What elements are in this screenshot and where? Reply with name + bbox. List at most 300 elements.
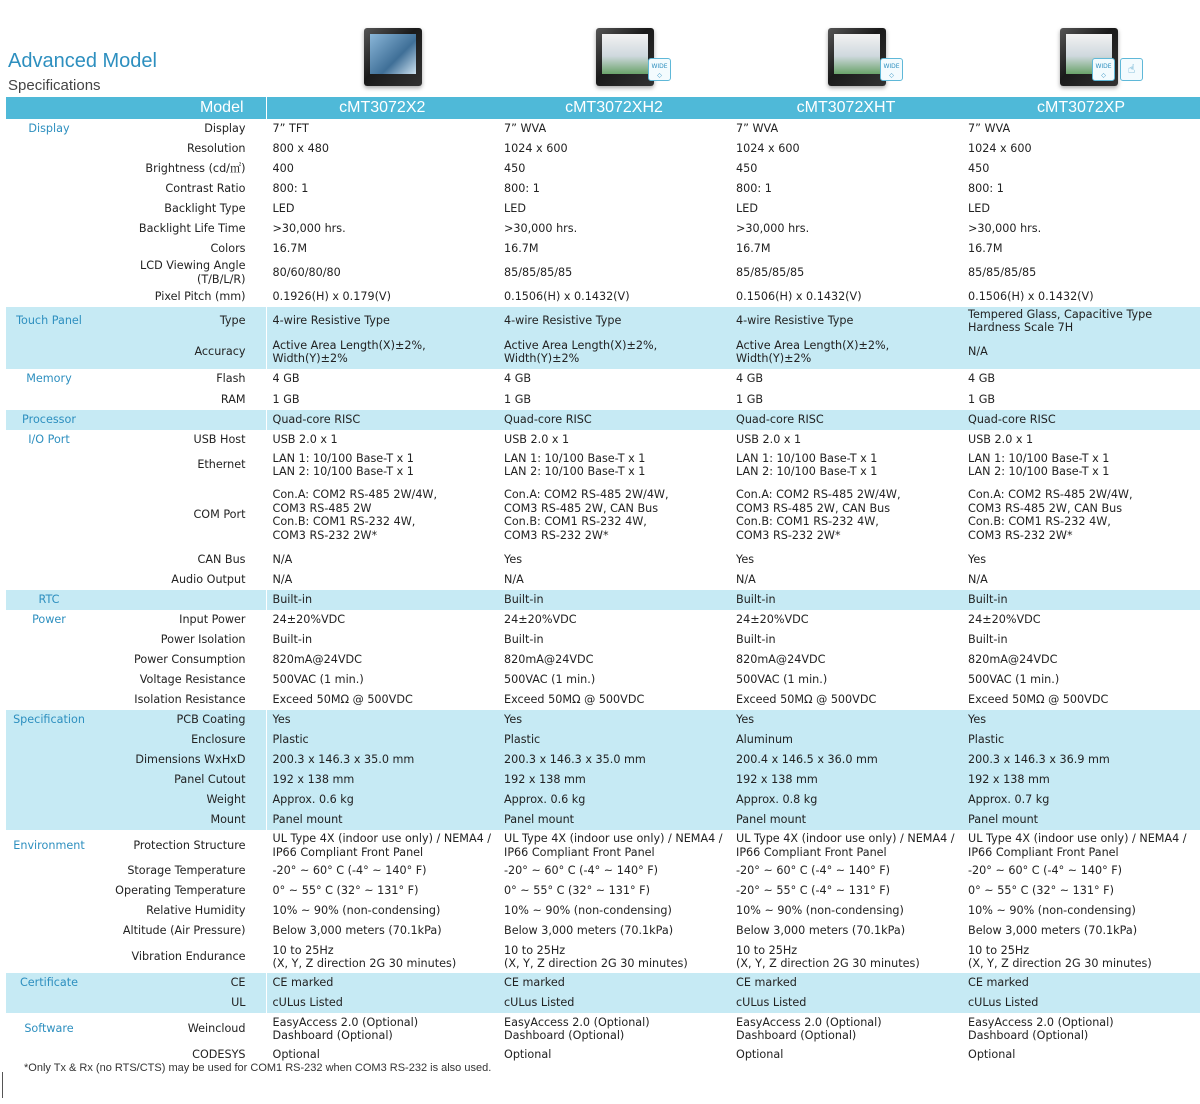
spec-value: Approx. 0.6 kg [498,790,730,810]
wide-badge-icon: WIDE ◇ [648,58,671,81]
spec-category: I/O Port [28,433,70,447]
spec-value: Exceed 50MΩ @ 500VDC [968,693,1109,707]
table-row [6,239,1200,259]
spec-value: Approx. 0.8 kg [730,790,962,810]
spec-value: 0.1506(H) x 0.1432(V) [504,289,630,303]
product-header: cMT3072XH2 [498,97,730,119]
spec-category [6,179,92,199]
spec-value: 1 GB [968,392,996,406]
spec-value: N/A [736,573,756,587]
spec-value: Built-in [962,590,1200,610]
page-subtitle: Specifications [8,77,101,94]
spec-label: USB Host [193,433,246,447]
spec-value: 192 x 138 mm [498,770,730,790]
spec-value: 192 x 138 mm [730,770,962,790]
spec-label: Enclosure [92,730,266,750]
spec-category [6,670,92,690]
spec-category: Display [28,122,70,136]
spec-label: PCB Coating [92,710,266,730]
spec-value: Plastic [498,730,730,750]
spec-value: Panel mount [266,810,498,830]
spec-value: N/A [266,570,498,590]
table-row [6,993,1200,1013]
spec-category [6,861,92,881]
spec-category [6,770,92,790]
spec-value: 200.3 x 146.3 x 35.0 mm [266,750,498,770]
spec-value: Plastic [962,730,1200,750]
spec-value: Con.A: COM2 RS-485 2W/4W, COM3 RS-485 2W, CAN Bus Con.B: COM1 RS-232 4W, COM3 RS-232 2W* [736,488,901,542]
spec-category: Environment [13,838,85,852]
spec-category [6,790,92,810]
spec-value: 85/85/85/85 [504,265,573,279]
product-image-2 [500,22,732,92]
spec-category [6,810,92,830]
spec-value: UL Type 4X (indoor use only) / NEMA4 / IP66 Compliant Front Panel [968,832,1187,859]
spec-value: 192 x 138 mm [266,770,498,790]
spec-value: LED [736,202,758,216]
spec-value: N/A [962,335,1200,369]
spec-value: N/A [968,573,988,587]
spec-value: 16.7M [266,239,498,259]
spec-value: 800: 1 [266,179,498,199]
spec-value: 7” TFT [266,119,498,139]
spec-value: 4 GB [736,372,764,386]
spec-category: Specification [6,710,92,730]
table-row [6,550,1200,570]
spec-category: Power [32,613,66,627]
spec-value: 80/60/80/80 [266,259,498,286]
spec-value: Yes [498,710,730,730]
spec-category [6,630,92,650]
spec-value: 4-wire Resistive Type [730,307,962,335]
table-row [6,410,1200,430]
spec-value: 4 GB [266,369,498,389]
spec-value: Exceed 50MΩ @ 500VDC [736,693,877,707]
table-row [6,861,1200,881]
spec-value: Quad-core RISC [498,410,730,430]
table-row [6,307,1200,335]
spec-value: LED [504,202,526,216]
hmi-device-image [596,28,654,86]
spec-value: CE marked [498,973,730,993]
spec-value: 10% ~ 90% (non-condensing) [504,904,672,918]
spec-value: USB 2.0 x 1 [968,433,1034,447]
spec-value: LAN 1: 10/100 Base-T x 1 LAN 2: 10/100 Base-T x 1 [266,450,498,480]
table-row [6,770,1200,790]
product-image-1 [268,22,500,92]
spec-value: 24±20%VDC [736,613,809,627]
spec-value: -20° ~ 60° C (-4° ~ 140° F) [504,864,659,878]
wide-badge-icon: WIDE ◇ [880,58,903,81]
spec-value: Tempered Glass, Capacitive Type Hardness Scale 7H [962,307,1200,335]
spec-label: Protection Structure [133,838,246,852]
spec-value: N/A [266,550,498,570]
spec-category [6,690,92,710]
spec-value: Exceed 50MΩ @ 500VDC [266,690,498,710]
spec-value: -20° ~ 60° C (-4° ~ 140° F) [266,861,498,881]
spec-value: 0° ~ 55° C (32° ~ 131° F) [266,881,498,901]
table-row [6,480,1200,550]
spec-value: 85/85/85/85 [968,265,1037,279]
spec-value: 10 to 25Hz (X, Y, Z direction 2G 30 minutes) [504,943,688,970]
spec-value: Yes [968,553,987,567]
spec-value: cULus Listed [498,993,730,1013]
spec-label: Voltage Resistance [139,673,246,687]
spec-value: Yes [266,710,498,730]
spec-category [6,730,92,750]
spec-category: RTC [6,590,92,610]
spec-value: Aluminum [730,730,962,750]
spec-label: Ethernet [197,458,246,472]
spec-value: cULus Listed [962,993,1200,1013]
spec-label [92,410,266,430]
spec-label: Power Consumption [134,653,246,667]
spec-category [6,259,92,286]
spec-value: 7” WVA [504,122,547,136]
divider [2,1072,3,1098]
spec-value: 16.7M [968,242,1003,256]
table-row [6,219,1200,239]
wide-badge-icon: WIDE ◇ [1092,58,1115,81]
spec-label: LCD Viewing Angle (T/B/L/R) [140,259,246,286]
spec-value: Approx. 0.7 kg [962,790,1200,810]
spec-value: 1 GB [504,392,532,406]
spec-value: 85/85/85/85 [736,265,805,279]
spec-category: Touch Panel [6,307,92,335]
spec-value: 24±20%VDC [968,613,1041,627]
table-row [6,670,1200,690]
spec-value: 0.1506(H) x 0.1432(V) [968,289,1094,303]
table-row [6,901,1200,921]
spec-value: Approx. 0.6 kg [266,790,498,810]
spec-value: Active Area Length(X)±2%, Width(Y)±2% [266,335,498,369]
spec-value: -20° ~ 60° C (-4° ~ 140° F) [968,864,1123,878]
spec-category [6,389,92,410]
spec-value: EasyAccess 2.0 (Optional) Dashboard (Optional) [266,1013,498,1045]
table-row [6,590,1200,610]
spec-label: Altitude (Air Pressure) [122,924,246,938]
spec-label: Dimensions WxHxD [92,750,266,770]
spec-value: Yes [730,710,962,730]
spec-value: 200.3 x 146.3 x 36.9 mm [962,750,1200,770]
specifications-table [6,97,1200,1065]
spec-category [6,550,92,570]
spec-category [6,450,92,480]
spec-category [6,335,92,369]
spec-label: Colors [210,242,246,256]
spec-value: >30,000 hrs. [736,222,810,236]
spec-value: 820mA@24VDC [736,653,826,667]
spec-label: UL [92,993,266,1013]
spec-value: -20° ~ 55° C (-4° ~ 131° F) [736,884,891,898]
spec-value: 4-wire Resistive Type [266,307,498,335]
table-row [6,973,1200,993]
spec-value: USB 2.0 x 1 [504,433,570,447]
spec-value: 1024 x 600 [504,142,568,156]
spec-value: UL Type 4X (indoor use only) / NEMA4 / IP66 Compliant Front Panel [266,830,498,861]
spec-value: 200.4 x 146.5 x 36.0 mm [730,750,962,770]
spec-value: 500VAC (1 min.) [266,670,498,690]
spec-value: >30,000 hrs. [968,222,1042,236]
table-row [6,139,1200,159]
table-row [6,335,1200,369]
spec-value: 800: 1 [504,182,540,196]
spec-value: Built-in [266,630,498,650]
spec-value: Yes [504,553,523,567]
spec-label: Type [92,307,266,335]
spec-label: Panel Cutout [92,770,266,790]
spec-value: Quad-core RISC [962,410,1200,430]
spec-value: 820mA@24VDC [968,653,1058,667]
spec-value: 10 to 25Hz (X, Y, Z direction 2G 30 minutes) [266,941,498,973]
table-row [6,881,1200,901]
spec-value: 10 to 25Hz (X, Y, Z direction 2G 30 minutes) [736,943,920,970]
spec-label: Weight [92,790,266,810]
spec-category [6,159,92,179]
spec-category [6,881,92,901]
spec-label: CE [92,973,266,993]
spec-category [6,941,92,973]
spec-value: CE marked [266,973,498,993]
spec-value: CE marked [962,973,1200,993]
table-row [6,259,1200,286]
spec-label: Flash [216,372,246,386]
spec-value: Built-in [968,633,1008,647]
spec-value: 800: 1 [968,182,1004,196]
spec-label: CAN Bus [197,553,246,567]
spec-label: Relative Humidity [146,904,246,918]
spec-label: CODESYS [192,1048,246,1062]
spec-value: LED [968,202,990,216]
spec-category [6,650,92,670]
spec-label: Isolation Resistance [134,693,246,707]
spec-value: EasyAccess 2.0 (Optional) Dashboard (Optional) [968,1015,1114,1042]
spec-value: 24±20%VDC [504,613,577,627]
spec-value: 192 x 138 mm [962,770,1200,790]
spec-value: >30,000 hrs. [504,222,578,236]
table-row [6,921,1200,941]
product-header: cMT3072XP [962,97,1200,119]
spec-value: 4 GB [504,372,532,386]
spec-value: Panel mount [730,810,962,830]
spec-value: LAN 1: 10/100 Base-T x 1 LAN 2: 10/100 Base-T x 1 [504,451,646,478]
spec-value: Quad-core RISC [730,410,962,430]
spec-label: Contrast Ratio [165,182,246,196]
spec-value: 0° ~ 55° C (32° ~ 131° F) [504,884,650,898]
spec-value: Con.A: COM2 RS-485 2W/4W, COM3 RS-485 2W, CAN Bus Con.B: COM1 RS-232 4W, COM3 RS-232 2W* [504,488,669,542]
spec-value: Panel mount [498,810,730,830]
table-row [6,159,1200,179]
spec-value: Plastic [266,730,498,750]
spec-value: Built-in [730,590,962,610]
spec-value: Optional [504,1048,552,1062]
table-row [6,119,1200,139]
page-title: Advanced Model [8,50,157,72]
spec-value: 7” WVA [736,122,779,136]
spec-value: EasyAccess 2.0 (Optional) Dashboard (Optional) [736,1015,882,1042]
spec-category [6,993,92,1013]
spec-category: Processor [6,410,92,430]
spec-value: EasyAccess 2.0 (Optional) Dashboard (Optional) [504,1015,650,1042]
table-row [6,650,1200,670]
spec-value: Exceed 50MΩ @ 500VDC [504,693,645,707]
product-images [0,0,1200,96]
table-row [6,830,1200,861]
table-row [6,810,1200,830]
product-image-4 [964,22,1196,92]
spec-value: USB 2.0 x 1 [266,430,498,450]
spec-category [6,219,92,239]
spec-value: 10% ~ 90% (non-condensing) [736,904,904,918]
spec-value: Yes [962,710,1200,730]
table-row [6,199,1200,219]
table-header-row [6,97,1200,119]
spec-value: >30,000 hrs. [266,219,498,239]
spec-value: Below 3,000 meters (70.1kPa) [736,924,906,938]
spec-value: 1 GB [266,389,498,410]
spec-value: 10% ~ 90% (non-condensing) [968,904,1136,918]
spec-value: Optional [968,1048,1016,1062]
spec-value: cULus Listed [730,993,962,1013]
spec-value: 450 [736,162,758,176]
spec-value: 16.7M [504,242,539,256]
product-image-3 [732,22,964,92]
spec-value: Active Area Length(X)±2%, Width(Y)±2% [498,335,730,369]
spec-label: Pixel Pitch (mm) [154,289,246,303]
spec-value: LAN 1: 10/100 Base-T x 1 LAN 2: 10/100 Base-T x 1 [736,451,878,478]
spec-value: 4-wire Resistive Type [498,307,730,335]
spec-value: 1024 x 600 [736,142,800,156]
table-row [6,450,1200,480]
spec-label: Brightness (cd/㎡) [145,162,246,176]
spec-category: Memory [26,372,72,386]
spec-value: 1 GB [736,392,764,406]
spec-label: Display [204,122,246,136]
spec-value: Below 3,000 meters (70.1kPa) [968,924,1138,938]
table-row [6,710,1200,730]
spec-value: 16.7M [736,242,771,256]
spec-category [6,921,92,941]
spec-value: 820mA@24VDC [504,653,594,667]
spec-label [92,590,266,610]
spec-value: 10% ~ 90% (non-condensing) [266,901,498,921]
touch-icon: ☝ [1120,58,1143,81]
spec-value: USB 2.0 x 1 [736,433,802,447]
spec-label: Input Power [179,613,246,627]
spec-value: 0.1506(H) x 0.1432(V) [736,289,862,303]
table-row [6,790,1200,810]
product-header: cMT3072X2 [266,97,498,119]
spec-label: Operating Temperature [115,884,246,898]
spec-value: Active Area Length(X)±2%, Width(Y)±2% [730,335,962,369]
spec-value: 0.1926(H) x 0.179(V) [266,286,498,307]
spec-category [6,239,92,259]
table-row [6,630,1200,650]
spec-value: LED [266,199,498,219]
spec-value: Con.A: COM2 RS-485 2W/4W, COM3 RS-485 2W Con.B: COM1 RS-232 4W, COM3 RS-232 2W* [266,480,498,550]
spec-label: Accuracy [92,335,266,369]
hmi-device-image [364,28,422,86]
table-row [6,610,1200,630]
table-row [6,1013,1200,1045]
spec-category [6,570,92,590]
product-header: cMT3072XHT [730,97,962,119]
table-row [6,286,1200,307]
spec-value: Built-in [736,633,776,647]
spec-value: 400 [266,159,498,179]
spec-value: 820mA@24VDC [266,650,498,670]
spec-value: 200.3 x 146.3 x 35.0 mm [498,750,730,770]
spec-value: -20° ~ 60° C (-4° ~ 140° F) [736,864,891,878]
spec-value: 10 to 25Hz (X, Y, Z direction 2G 30 minutes) [968,943,1152,970]
spec-value: Built-in [498,590,730,610]
spec-label: Resolution [187,142,246,156]
spec-value: Con.A: COM2 RS-485 2W/4W, COM3 RS-485 2W, CAN Bus Con.B: COM1 RS-232 4W, COM3 RS-232 2W* [968,488,1133,542]
spec-category [6,286,92,307]
spec-category [6,750,92,770]
spec-value: UL Type 4X (indoor use only) / NEMA4 / IP66 Compliant Front Panel [504,832,723,859]
spec-value: N/A [504,573,524,587]
hmi-device-image [828,28,886,86]
spec-value: 24±20%VDC [266,610,498,630]
spec-value: cULus Listed [266,993,498,1013]
spec-value: UL Type 4X (indoor use only) / NEMA4 / IP66 Compliant Front Panel [736,832,955,859]
spec-value: 7” WVA [968,122,1011,136]
spec-value: Quad-core RISC [266,410,498,430]
spec-category [6,901,92,921]
spec-category [6,480,92,550]
spec-value: 450 [504,162,526,176]
spec-value: Below 3,000 meters (70.1kPa) [266,921,498,941]
model-header: Model [6,97,266,119]
table-row [6,430,1200,450]
spec-category [6,199,92,219]
spec-value: Optional [266,1045,498,1065]
footnote: *Only Tx & Rx (no RTS/CTS) may be used for COM1 RS-232 when COM3 RS-232 is also used. [24,1062,492,1074]
spec-value: 450 [968,162,990,176]
spec-label: RAM [220,392,246,406]
spec-value: 500VAC (1 min.) [968,673,1060,687]
spec-label: Mount [92,810,266,830]
table-row [6,941,1200,973]
spec-value: Optional [736,1048,784,1062]
spec-label: COM Port [193,508,246,522]
spec-label: Backlight Life Time [138,222,246,236]
spec-category [6,139,92,159]
spec-value: LAN 1: 10/100 Base-T x 1 LAN 2: 10/100 Base-T x 1 [968,451,1110,478]
spec-label: Power Isolation [160,633,246,647]
spec-value: Panel mount [962,810,1200,830]
spec-category: Certificate [6,973,92,993]
table-row [6,179,1200,199]
spec-value: Built-in [266,590,498,610]
spec-value: 800 x 480 [266,139,498,159]
spec-value: 1024 x 600 [968,142,1032,156]
spec-label: Weincloud [187,1022,246,1036]
spec-value: Built-in [504,633,544,647]
table-row [6,750,1200,770]
spec-label: Vibration Endurance [131,950,246,964]
spec-label: Storage Temperature [127,864,246,878]
spec-value: Below 3,000 meters (70.1kPa) [504,924,674,938]
spec-label: Backlight Type [164,202,246,216]
spec-value: 0° ~ 55° C (32° ~ 131° F) [968,884,1114,898]
spec-value: 500VAC (1 min.) [504,673,596,687]
spec-category: Software [24,1022,74,1036]
spec-value: 4 GB [968,372,996,386]
table-row [6,389,1200,410]
spec-value: Yes [736,553,755,567]
